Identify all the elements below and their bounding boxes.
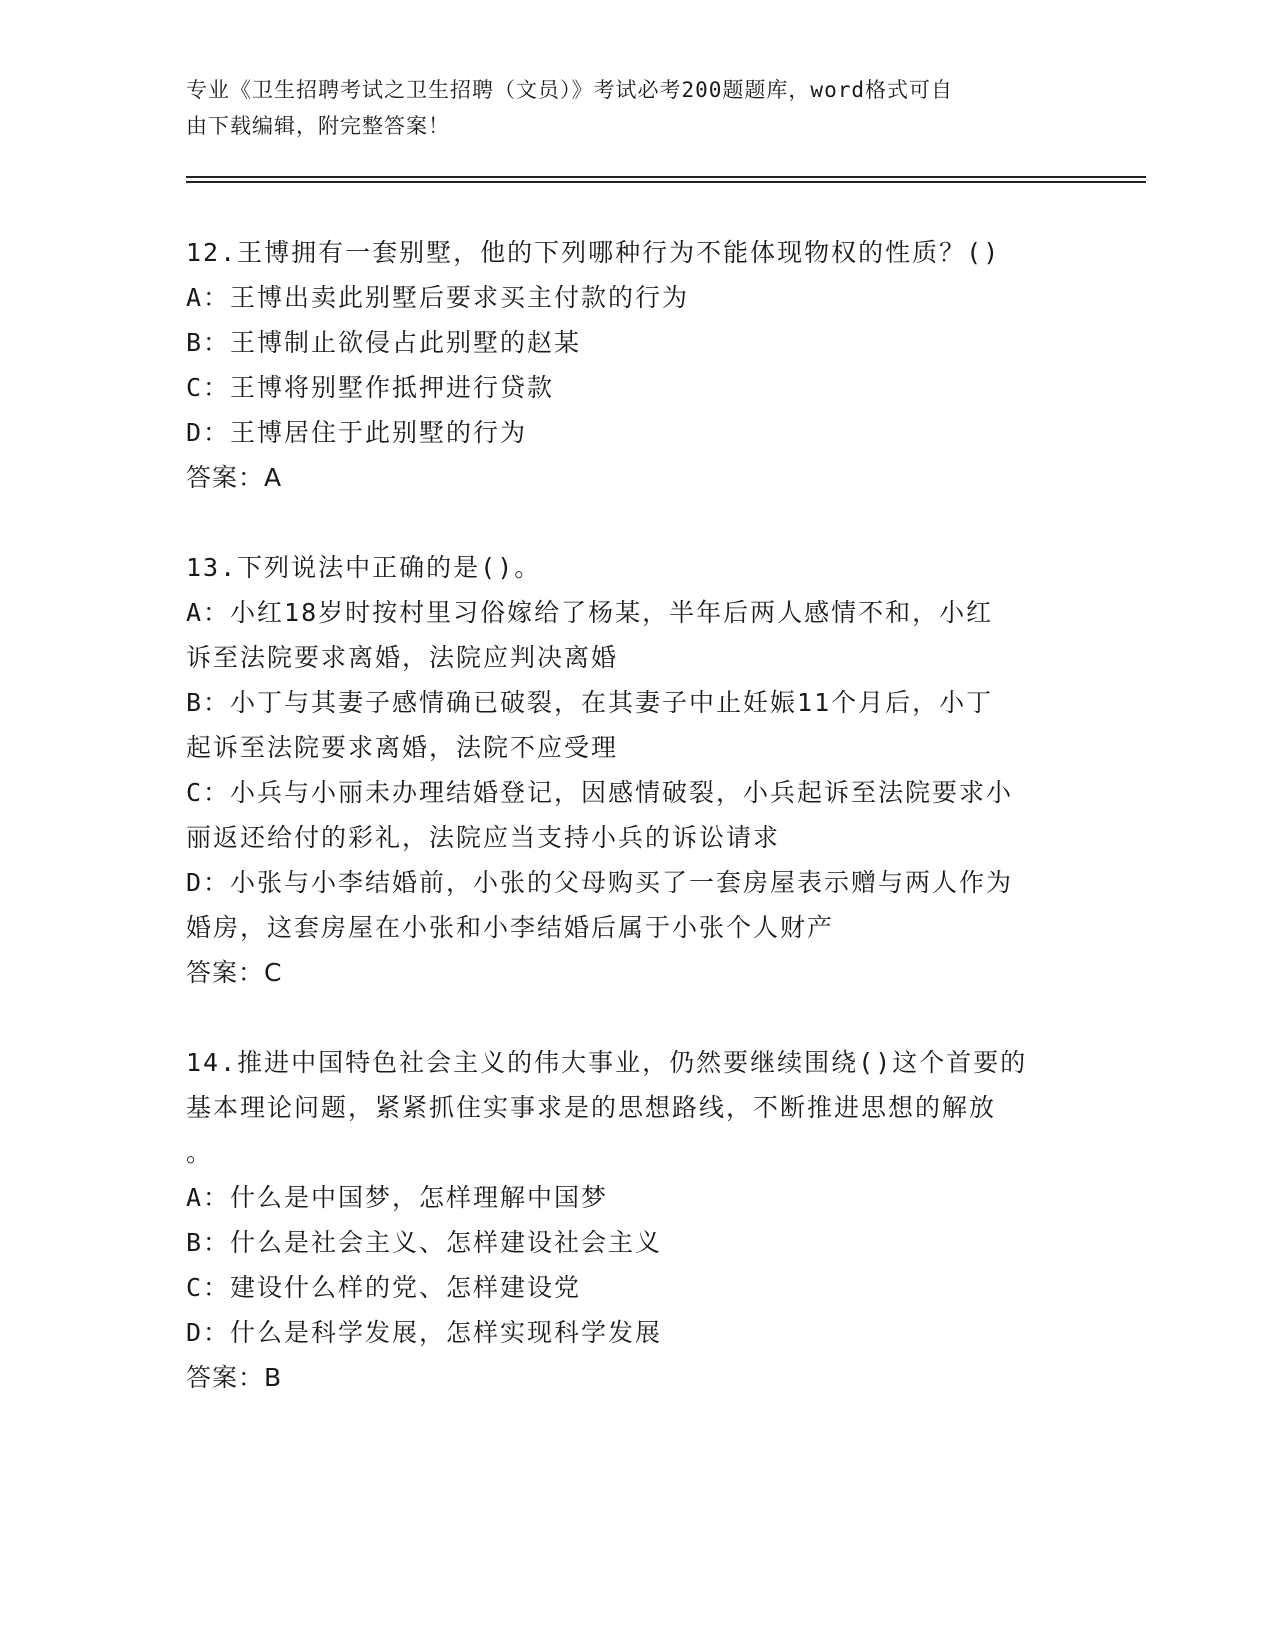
question-stem-cont: 基本理论问题，紧紧抓住实事求是的思想路线，不断推进思想的解放 bbox=[186, 1093, 997, 1122]
header-line: 专业《卫生招聘考试之卫生招聘（文员）》考试必考200题题库，word格式可自 bbox=[186, 78, 953, 102]
option-b: B：王博制止欲侵占此别墅的赵某 bbox=[186, 328, 582, 357]
header-line: 由下载编辑，附完整答案！ bbox=[186, 114, 450, 138]
answer: 答案：C bbox=[186, 958, 283, 987]
option-d: D：小张与小李结婚前，小张的父母购买了一套房屋表示赠与两人作为 bbox=[186, 868, 1014, 897]
option-a: A：什么是中国梦，怎样理解中国梦 bbox=[186, 1183, 609, 1212]
option-c: C：王博将别墅作抵押进行贷款 bbox=[186, 373, 555, 402]
option-b: B：什么是社会主义、怎样建设社会主义 bbox=[186, 1228, 663, 1257]
option-c-cont: 丽返还给付的彩礼，法院应当支持小兵的诉讼请求 bbox=[186, 823, 781, 852]
header-divider bbox=[186, 176, 1146, 178]
option-c: C：小兵与小丽未办理结婚登记，因感情破裂，小兵起诉至法院要求小 bbox=[186, 778, 1014, 807]
answer: 答案：B bbox=[186, 1363, 283, 1392]
answer: 答案：A bbox=[186, 463, 283, 492]
question-stem: 14.推进中国特色社会主义的伟大事业，仍然要继续围绕()这个首要的 bbox=[186, 1048, 1028, 1077]
question-list bbox=[186, 230, 1066, 1445]
option-b: B：小丁与其妻子感情确已破裂，在其妻子中止妊娠11个月后，小丁 bbox=[186, 688, 994, 717]
option-b-cont: 起诉至法院要求离婚，法院不应受理 bbox=[186, 733, 619, 762]
option-d: D：王博居住于此别墅的行为 bbox=[186, 418, 528, 447]
option-a: A：小红18岁时按村里习俗嫁给了杨某，半年后两人感情不和，小红 bbox=[186, 598, 994, 627]
question-13 bbox=[186, 545, 1066, 995]
question-stem: 12.王博拥有一套别墅，他的下列哪种行为不能体现物权的性质？() bbox=[186, 238, 1001, 267]
header-divider bbox=[186, 181, 1146, 183]
option-d-cont: 婚房，这套房屋在小张和小李结婚后属于小张个人财产 bbox=[186, 913, 835, 942]
document-header bbox=[186, 72, 1066, 144]
option-a-cont: 诉至法院要求离婚，法院应判决离婚 bbox=[186, 643, 619, 672]
question-stem: 13.下列说法中正确的是()。 bbox=[186, 553, 542, 582]
question-14 bbox=[186, 1040, 1066, 1400]
question-12 bbox=[186, 230, 1066, 500]
question-stem-cont: 。 bbox=[186, 1138, 214, 1167]
option-a: A：王博出卖此别墅后要求买主付款的行为 bbox=[186, 283, 690, 312]
option-d: D：什么是科学发展，怎样实现科学发展 bbox=[186, 1318, 663, 1347]
option-c: C：建设什么样的党、怎样建设党 bbox=[186, 1273, 582, 1302]
